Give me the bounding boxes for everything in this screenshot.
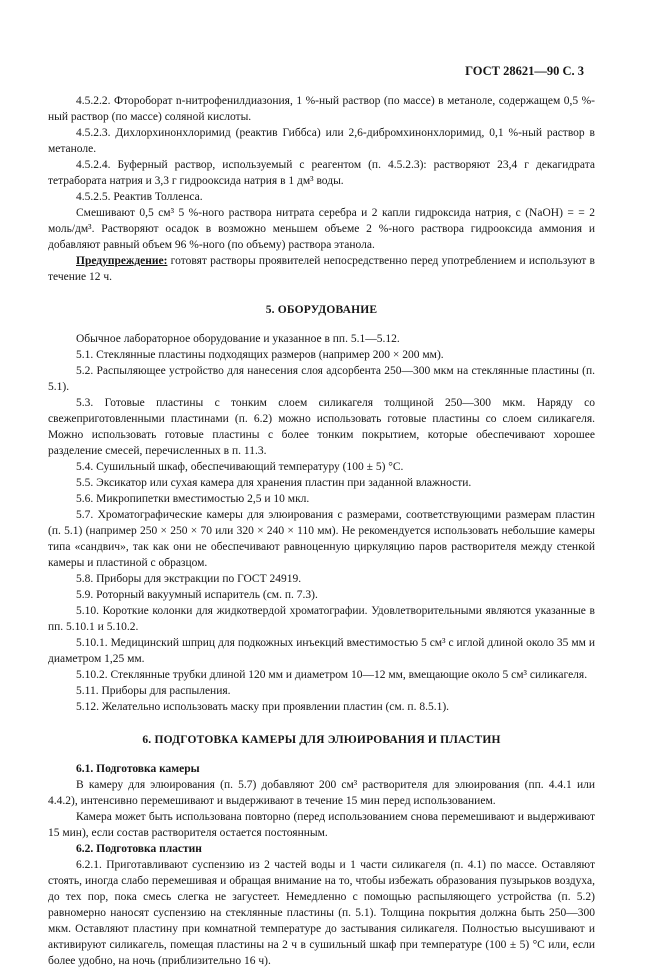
- spacer: [48, 748, 595, 761]
- paragraph: 5.8. Приборы для экстракции по ГОСТ 24919.: [76, 573, 302, 585]
- spacer: [48, 715, 595, 732]
- paragraph: 5.10.2. Стеклянные трубки длиной 120 мм и диаметром 10—12 мм, вмещающие около 5 см³ силикагеля.: [76, 669, 588, 681]
- paragraph: Обычное лабораторное оборудование и указанное в пп. 5.1—5.12.: [76, 333, 400, 345]
- paragraph: 5.6. Микропипетки вместимостью 2,5 и 10 мкл.: [76, 493, 310, 505]
- subsection-heading: 6.2. Подготовка пластин: [76, 843, 202, 855]
- spacer: [48, 285, 595, 302]
- document-body: [48, 93, 595, 969]
- paragraph: 5.10.1. Медицинский шприц для подкожных инъекций вместимостью 5 см³ с иглой длиной около 35 мм и диаметром 1,25 мм.: [48, 637, 595, 665]
- paragraph: 5.11. Приборы для распыления.: [76, 685, 231, 697]
- paragraph: Камера может быть использована повторно (перед использованием снова перемешивают и выдерживают 15 мин), если состав растворителя остается постоянным.: [48, 811, 595, 839]
- paragraph: 5.10. Короткие колонки для жидкотвердой хроматографии. Удовлетворительными являются указанные в пп. 5.10.1 и 5.10.2.: [48, 605, 595, 633]
- paragraph: 5.12. Желательно использовать маску при проявлении пластин (см. п. 8.5.1).: [76, 701, 450, 713]
- paragraph: 4.5.2.2. Фтороборат n-нитрофенилдиазония, 1 %-ный раствор (по массе) в метаноле, содержащем 0,5 %-ный раствор (по массе) соляной кислоты.: [48, 95, 595, 123]
- paragraph: Смешивают 0,5 см³ 5 %-ного раствора нитрата серебра и 2 капли гидроксида натрия, c (NaOH) = = 2 моль/дм³. Растворяют осадок в возможно меньшем объеме 2 %-ного раствора гидрооксида аммония и добавляют равный объем 96 %-ного (по объему) раствора этанола.: [48, 207, 595, 251]
- subsection-heading: 6.1. Подготовка камеры: [76, 763, 200, 775]
- page-header: ГОСТ 28621—90 С. 3: [465, 64, 584, 78]
- warning-label: Предупреждение:: [76, 255, 168, 267]
- paragraph: 4.5.2.3. Дихлорхинонхлоримид (реактив Гиббса) или 2,6-дибромхинонхлоримид, 0,1 %-ный раствор в метаноле.: [48, 127, 595, 155]
- paragraph: 5.5. Эксикатор или сухая камера для хранения пластин при заданной влажности.: [76, 477, 472, 489]
- paragraph: 5.9. Роторный вакуумный испаритель (см. п. 7.3).: [76, 589, 318, 601]
- paragraph: 4.5.2.5. Реактив Толленса.: [76, 191, 203, 203]
- spacer: [48, 318, 595, 331]
- paragraph: 5.4. Сушильный шкаф, обеспечивающий температуру (100 ± 5) °С.: [76, 461, 404, 473]
- paragraph: 5.2. Распыляющее устройство для нанесения слоя адсорбента 250—300 мкм на стеклянные пластины (п. 5.1).: [48, 365, 595, 393]
- section-heading: 6. ПОДГОТОВКА КАМЕРЫ ДЛЯ ЭЛЮИРОВАНИЯ И ПЛАСТИН: [142, 734, 501, 746]
- paragraph: 6.2.1. Приготавливают суспензию из 2 частей воды и 1 части силикагеля (п. 4.1) по массе. Оставляют стоять, иногда слабо перемешивая и обращая внимание на то, чтобы избежать образования пузырьков воздуха, до тех пор, пока смесь слегка не загустеет. Немедленно с помощью распыляющего устройства (п. 5.2) равномерно наносят суспензию на стеклянные пластины (п. 5.1). Толщина покрытия должна быть 250—300 мкм. Оставляют пластину при комнатной температуре до застывания силикагеля. Полностью высушивают и активируют силикагель, помещая пластины на 2 ч в сушильный шкаф при температуре (100 ± 5) °С или, если более удобно, на ночь (приблизительно 16 ч).: [48, 859, 595, 967]
- section-heading: 5. ОБОРУДОВАНИЕ: [265, 304, 378, 316]
- paragraph: 5.3. Готовые пластины с тонким слоем силикагеля толщиной 250—300 мкм. Наряду со свежеприготовленными пластинами (п. 6.2) можно использовать готовые пластины со слоем силикагеля. Можно использовать готовые пластины с более тонким покрытием, которые обеспечивают хорошее разделение смесей, перечисленных в п. 11.3.: [48, 397, 595, 457]
- paragraph: [48, 253, 595, 285]
- paragraph-text: готовят растворы проявителей непосредственно перед употреблением и используют в течение 12 ч.: [48, 255, 595, 283]
- paragraph: 5.1. Стеклянные пластины подходящих размеров (например 200 × 200 мм).: [76, 349, 444, 361]
- paragraph: В камеру для элюирования (п. 5.7) добавляют 200 см³ растворителя для элюирования (пп. 4.4.1 или 4.4.2), интенсивно перемешивают и выдерживают в течение 15 мин перед использованием.: [48, 779, 595, 807]
- paragraph: 4.5.2.4. Буферный раствор, используемый с реагентом (п. 4.5.2.3): растворяют 23,4 г декагидрата тетрабората натрия и 3,3 г гидрооксида натрия в 1 дм³ воды.: [48, 159, 595, 187]
- paragraph: 5.7. Хроматографические камеры для элюирования с размерами, соответствующими размерам пластин (п. 5.1) (например 250 × 250 × 70 или 320 × 240 × 110 мм). Не рекомендуется использовать небольшие камеры типа «сандвич», так как они не обеспечивают равноценную циркуляцию паров растворителя между стенкой камеры и пластиной с образцом.: [48, 509, 595, 569]
